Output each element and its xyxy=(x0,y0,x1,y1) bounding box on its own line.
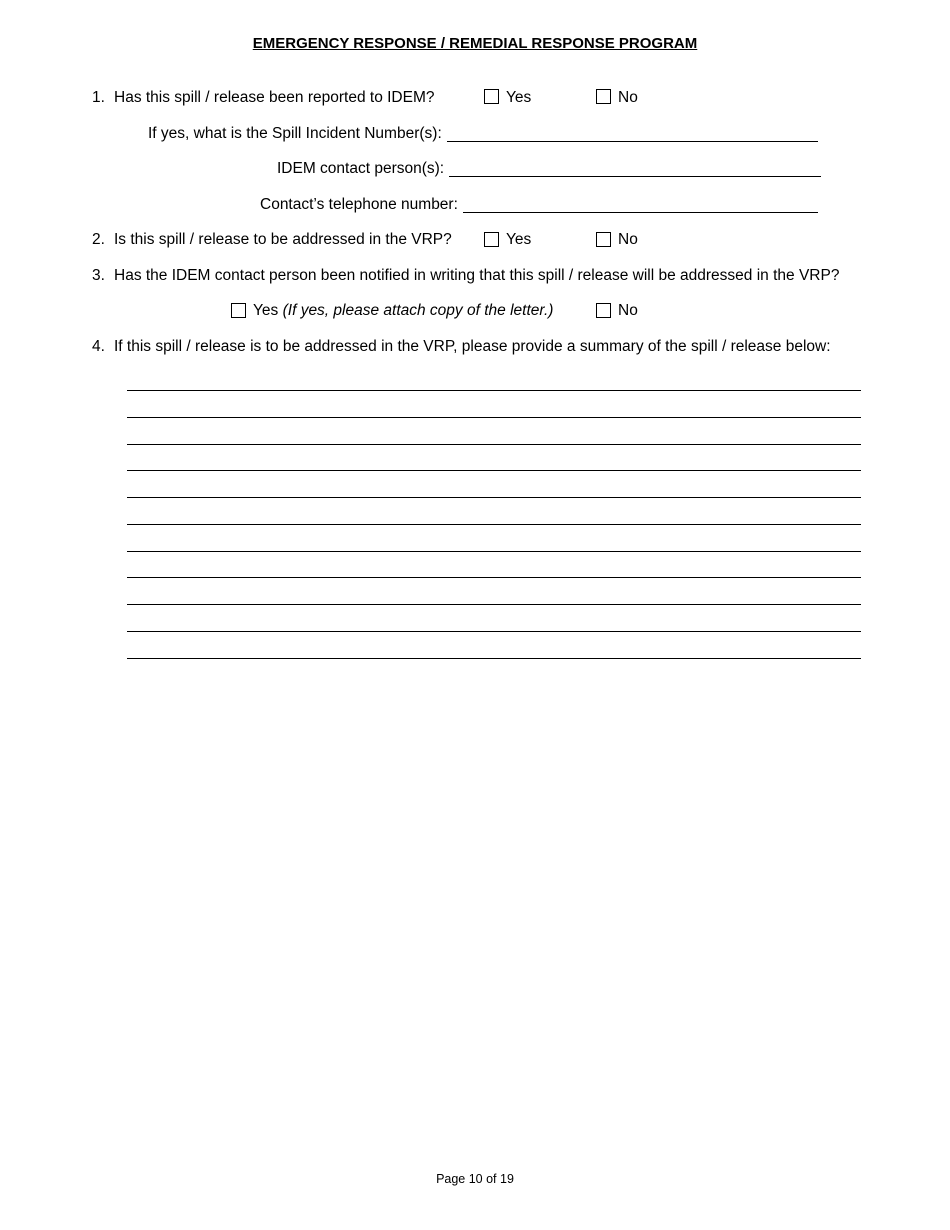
summary-line[interactable] xyxy=(127,444,861,445)
q1-yes-checkbox[interactable] xyxy=(484,89,499,104)
page-title: EMERGENCY RESPONSE / REMEDIAL RESPONSE PROGRAM xyxy=(252,35,698,52)
summary-line[interactable] xyxy=(127,390,861,391)
telephone-field[interactable] xyxy=(463,212,818,213)
q4-number: 4. xyxy=(92,338,105,355)
q1-yes-label: Yes xyxy=(506,89,532,106)
summary-line[interactable] xyxy=(127,658,861,659)
q1-no-checkbox[interactable] xyxy=(596,89,611,104)
q2-number: 2. xyxy=(92,231,105,248)
q3-yes-text: Yes xyxy=(253,302,279,319)
summary-line[interactable] xyxy=(127,417,861,418)
q1-no-label: No xyxy=(618,89,638,106)
q1-text: Has this spill / release been reported to IDEM? xyxy=(114,89,435,106)
summary-line[interactable] xyxy=(127,551,861,552)
contact-person-label: IDEM contact person(s): xyxy=(277,160,445,177)
summary-line[interactable] xyxy=(127,524,861,525)
q1-number: 1. xyxy=(92,89,105,106)
q2-no-checkbox[interactable] xyxy=(596,232,611,247)
telephone-label: Contact’s telephone number: xyxy=(260,196,458,213)
summary-line[interactable] xyxy=(127,470,861,471)
q3-no-label: No xyxy=(618,302,638,319)
summary-line[interactable] xyxy=(127,577,861,578)
page-number: Page 10 of 19 xyxy=(436,1172,514,1186)
q3-yes-label xyxy=(253,302,553,320)
q4-text: If this spill / release is to be addressed in the VRP, please provide a summary of the spill / release below: xyxy=(114,338,831,355)
q3-text: Has the IDEM contact person been notified in writing that this spill / release will be addressed in the VRP? xyxy=(114,267,840,284)
q3-no-checkbox[interactable] xyxy=(596,303,611,318)
q2-no-label: No xyxy=(618,231,638,248)
q2-text: Is this spill / release to be addressed in the VRP? xyxy=(114,231,452,248)
q3-number: 3. xyxy=(92,267,105,284)
summary-line[interactable] xyxy=(127,631,861,632)
q2-yes-label: Yes xyxy=(506,231,532,248)
incident-number-field[interactable] xyxy=(447,141,818,142)
summary-line[interactable] xyxy=(127,604,861,605)
incident-number-label: If yes, what is the Spill Incident Number(s): xyxy=(148,125,442,142)
summary-line[interactable] xyxy=(127,497,861,498)
q3-yes-checkbox[interactable] xyxy=(231,303,246,318)
contact-person-field[interactable] xyxy=(449,176,821,177)
q3-yes-note: (If yes, please attach copy of the letter.) xyxy=(282,302,554,319)
q2-yes-checkbox[interactable] xyxy=(484,232,499,247)
